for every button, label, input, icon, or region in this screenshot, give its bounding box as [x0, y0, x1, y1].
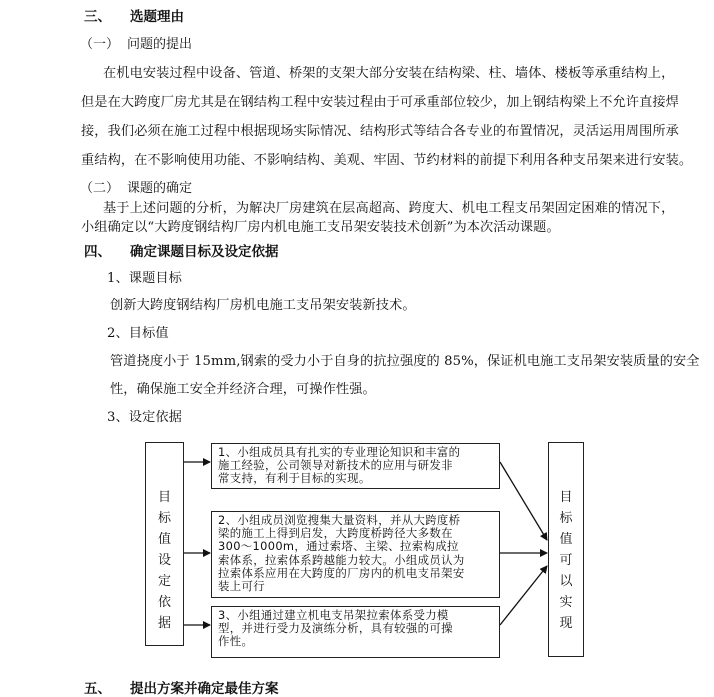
left-char: 设	[157, 553, 171, 568]
basis-box-2-line: 300～1000m，通过索塔、主梁、拉索构成拉	[218, 539, 459, 554]
basis-box-2-line: 2、小组成员浏览搜集大量资料，并从大跨度桥	[218, 513, 461, 527]
section-4-number: 四、	[84, 244, 111, 260]
arrow-box1-to-right	[500, 462, 547, 540]
basis-box-2-line: 装上可行	[218, 579, 265, 594]
left-char: 目	[157, 490, 171, 505]
target-line-1: 管道挠度小于 15mm,钢索的受力小于自身的抗拉强度的 85%，保证机电施工支吊架安装质量的安全	[110, 354, 700, 369]
section-4-title: 确定课题目标及设定依据	[130, 244, 279, 260]
basis-box-1	[211, 443, 500, 489]
goal-text: 创新大跨度钢结构厂房机电施工支吊架安装新技术。	[110, 298, 416, 313]
basis-box-2-line: 拉索体系应用在大跨度的厂房内的机电支吊架安	[218, 565, 465, 580]
subsection-2-label: （二）	[80, 181, 120, 196]
section-5-title: 提出方案并确定最佳方案	[130, 681, 279, 697]
basis-box-1-line: 常支持，有利于目标的实现。	[218, 471, 371, 486]
right-char: 值	[559, 532, 573, 547]
basis-box-2-line: 索体系，拉索体系跨越能力较大。小组成员认为	[218, 552, 465, 567]
right-char: 目	[559, 490, 573, 505]
target-achievable-box	[548, 442, 584, 657]
basis-box-2-line: 梁的施工上得到启发，大跨度桥跨径大多数在	[218, 526, 453, 541]
right-char: 可	[559, 553, 573, 568]
left-char: 定	[157, 574, 171, 589]
paragraph-1-line-4: 重结构，在不影响使用功能、不影响结构、美观、牢固、节约材料的前提下利用各种支吊架来进行安装。	[81, 153, 693, 168]
section-3-title: 选题理由	[130, 9, 184, 25]
subsection-1-label: （一）	[80, 37, 120, 52]
left-char: 标	[157, 511, 171, 526]
basis-box-1-line: 1、小组成员具有扎实的专业理论知识和丰富的	[218, 445, 461, 459]
basis-box-3-line: 作性。	[218, 634, 254, 649]
basis-box-1-line: 施工经验，公司领导对新技术的应用与研发非	[218, 458, 453, 473]
paragraph-2-line-2: 小组确定以“大跨度钢结构厂房内机电施工支吊架安装技术创新”为本次活动课题。	[81, 220, 560, 235]
paragraph-1-line-3: 接，我们必须在施工过程中根据现场实际情况、结构形式等结合各专业的布置情况，灵活运用周围所承	[81, 124, 679, 139]
item-2-heading: 2、目标值	[107, 326, 169, 341]
left-char: 依	[157, 595, 171, 610]
target-line-2: 性，确保施工安全并经济合理，可操作性强。	[110, 382, 376, 397]
basis-box-3	[211, 606, 500, 658]
paragraph-2-line-1: 基于上述问题的分析，为解决厂房建筑在层高超高、跨度大、机电工程支吊架固定困难的情况下，	[103, 201, 675, 216]
paragraph-1-line-2: 但是在大跨度厂房尤其是在钢结构工程中安装过程由于可承重部位较少，加上钢结构梁上不允许直接焊	[81, 95, 679, 110]
left-char: 据	[157, 616, 171, 631]
section-5-number: 五、	[84, 681, 111, 697]
basis-box-3-line: 3、小组通过建立机电支吊架拉索体系受力模	[218, 608, 449, 622]
basis-box-2	[211, 511, 500, 598]
right-char: 标	[559, 511, 573, 526]
section-3-number: 三、	[84, 9, 111, 25]
right-char: 实	[559, 595, 573, 610]
right-char: 现	[559, 616, 573, 631]
arrow-box3-to-right	[500, 566, 547, 625]
subsection-1-title: 问题的提出	[127, 37, 193, 52]
basis-label-box	[145, 442, 184, 646]
basis-box-3-line: 型，并进行受力及演练分析，具有较强的可操	[218, 621, 453, 636]
item-3-heading: 3、设定依据	[107, 410, 182, 425]
left-char: 值	[157, 532, 171, 547]
subsection-2-title: 课题的确定	[127, 181, 193, 196]
paragraph-1-line-1: 在机电安装过程中设备、管道、桥架的支架大部分安装在结构梁、柱、墙体、楼板等承重结构上，	[103, 66, 675, 81]
item-1-heading: 1、课题目标	[107, 271, 182, 286]
right-char: 以	[559, 574, 573, 589]
